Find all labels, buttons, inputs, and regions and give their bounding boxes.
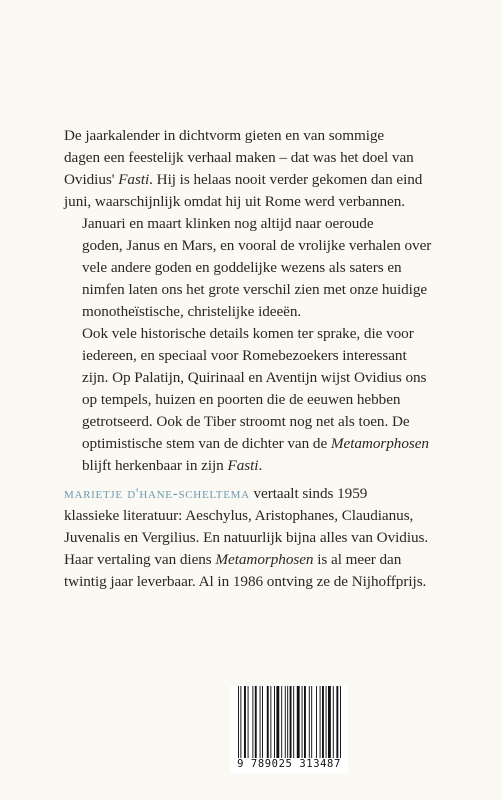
italic-title: Metamorphosen (330, 435, 429, 452)
blurb-line: monotheïstische, christelijke ideeën. (82, 303, 302, 320)
barcode-bar (238, 686, 239, 758)
blurb-line: Ovidius' Fasti. Hij is helaas nooit verder gekomen dan eind (64, 171, 423, 188)
barcode-bar (290, 686, 292, 758)
author-bio-line-text: vertaalt sinds 1959 (249, 485, 368, 502)
barcode-bar (297, 686, 300, 758)
blurb-paragraph-3 (64, 323, 460, 477)
barcode-bars (238, 686, 342, 758)
blurb-line: iedereen, en speciaal voor Romebezoekers interessant (82, 347, 407, 364)
author-bio-line: klassieke literatuur: Aeschylus, Aristophanes, Claudianus, (64, 507, 414, 524)
barcode-bar (240, 686, 241, 758)
blurb-line: dagen een feestelijk verhaal maken – dat was het doel van (64, 149, 414, 166)
blurb-line: optimistische stem van de dichter van de Metamorphosen (82, 435, 429, 452)
italic-title: Metamorphosen (215, 551, 314, 568)
isbn-barcode (230, 686, 348, 774)
barcode-bar (328, 686, 331, 758)
barcode-bar (270, 686, 271, 758)
author-bio-line: Juvenalis en Vergilius. En natuurlijk bijna alles van Ovidius. (64, 529, 429, 546)
blurb-text (64, 125, 460, 477)
barcode-bar (302, 686, 303, 758)
barcode-bar (281, 686, 282, 758)
barcode-bar (252, 686, 253, 758)
barcode-bar (309, 686, 310, 758)
blurb-line: Januari en maart klinken nog altijd naar oeroude (82, 215, 374, 232)
italic-title: Fasti (118, 171, 150, 188)
barcode-bar (244, 686, 246, 758)
author-bio-paragraph (64, 483, 460, 593)
barcode-bar (316, 686, 317, 758)
blurb-line: getrotseerd. Ook de Tiber stroomt nog net als toen. De (82, 413, 410, 430)
italic-title: Fasti (227, 457, 259, 474)
barcode-bar (260, 686, 261, 758)
barcode-bar (285, 686, 286, 758)
barcode-bar (336, 686, 338, 758)
blurb-paragraph-2 (64, 213, 460, 323)
blurb-line: blijft herkenbaar in zijn Fasti. (82, 457, 263, 474)
barcode-bar (311, 686, 312, 758)
blurb-line: Ook vele historische details komen ter sprake, die voor (82, 325, 414, 342)
author-name: marietje d'hane-scheltema (64, 485, 250, 502)
blurb-line: nimfen laten ons het grote verschil zien met onze huidige (82, 281, 428, 298)
author-bio (64, 483, 460, 593)
barcode-bar (326, 686, 327, 758)
author-bio-line: Haar vertaling van diens Metamorphosen is al meer dan (64, 551, 402, 568)
barcode-bar (320, 686, 321, 758)
author-bio-line: twintig jaar leverbaar. Al in 1986 ontving ze de Nijhoffprijs. (64, 573, 427, 590)
barcode-bar (267, 686, 269, 758)
barcode-bar (255, 686, 257, 758)
barcode-bar (276, 686, 279, 758)
blurb-line: goden, Janus en Mars, en vooral de vrolijke verhalen over (82, 237, 432, 254)
barcode-bar (340, 686, 341, 758)
blurb-line: op tempels, huizen en poorten die de eeuwen hebben (82, 391, 401, 408)
barcode-bar (262, 686, 263, 758)
barcode-bar (293, 686, 294, 758)
blurb-line: De jaarkalender in dichtvorm gieten en van sommige (64, 127, 385, 144)
barcode-bar (304, 686, 306, 758)
author-bio-line (64, 483, 460, 505)
barcode-bar (287, 686, 288, 758)
blurb-line: vele andere goden en goddelijke wezens als saters en (82, 259, 402, 276)
barcode-bar (322, 686, 324, 758)
blurb-paragraph-1 (64, 125, 460, 213)
barcode-bar (248, 686, 249, 758)
blurb-line: juni, waarschijnlijk omdat hij uit Rome werd verbannen. (64, 193, 406, 210)
barcode-bar (333, 686, 334, 758)
barcode-bar (274, 686, 275, 758)
isbn-number: 9 789025 313487 (237, 758, 341, 770)
blurb-line: zijn. Op Palatijn, Quirinaal en Aventijn wijst Ovidius ons (82, 369, 427, 386)
